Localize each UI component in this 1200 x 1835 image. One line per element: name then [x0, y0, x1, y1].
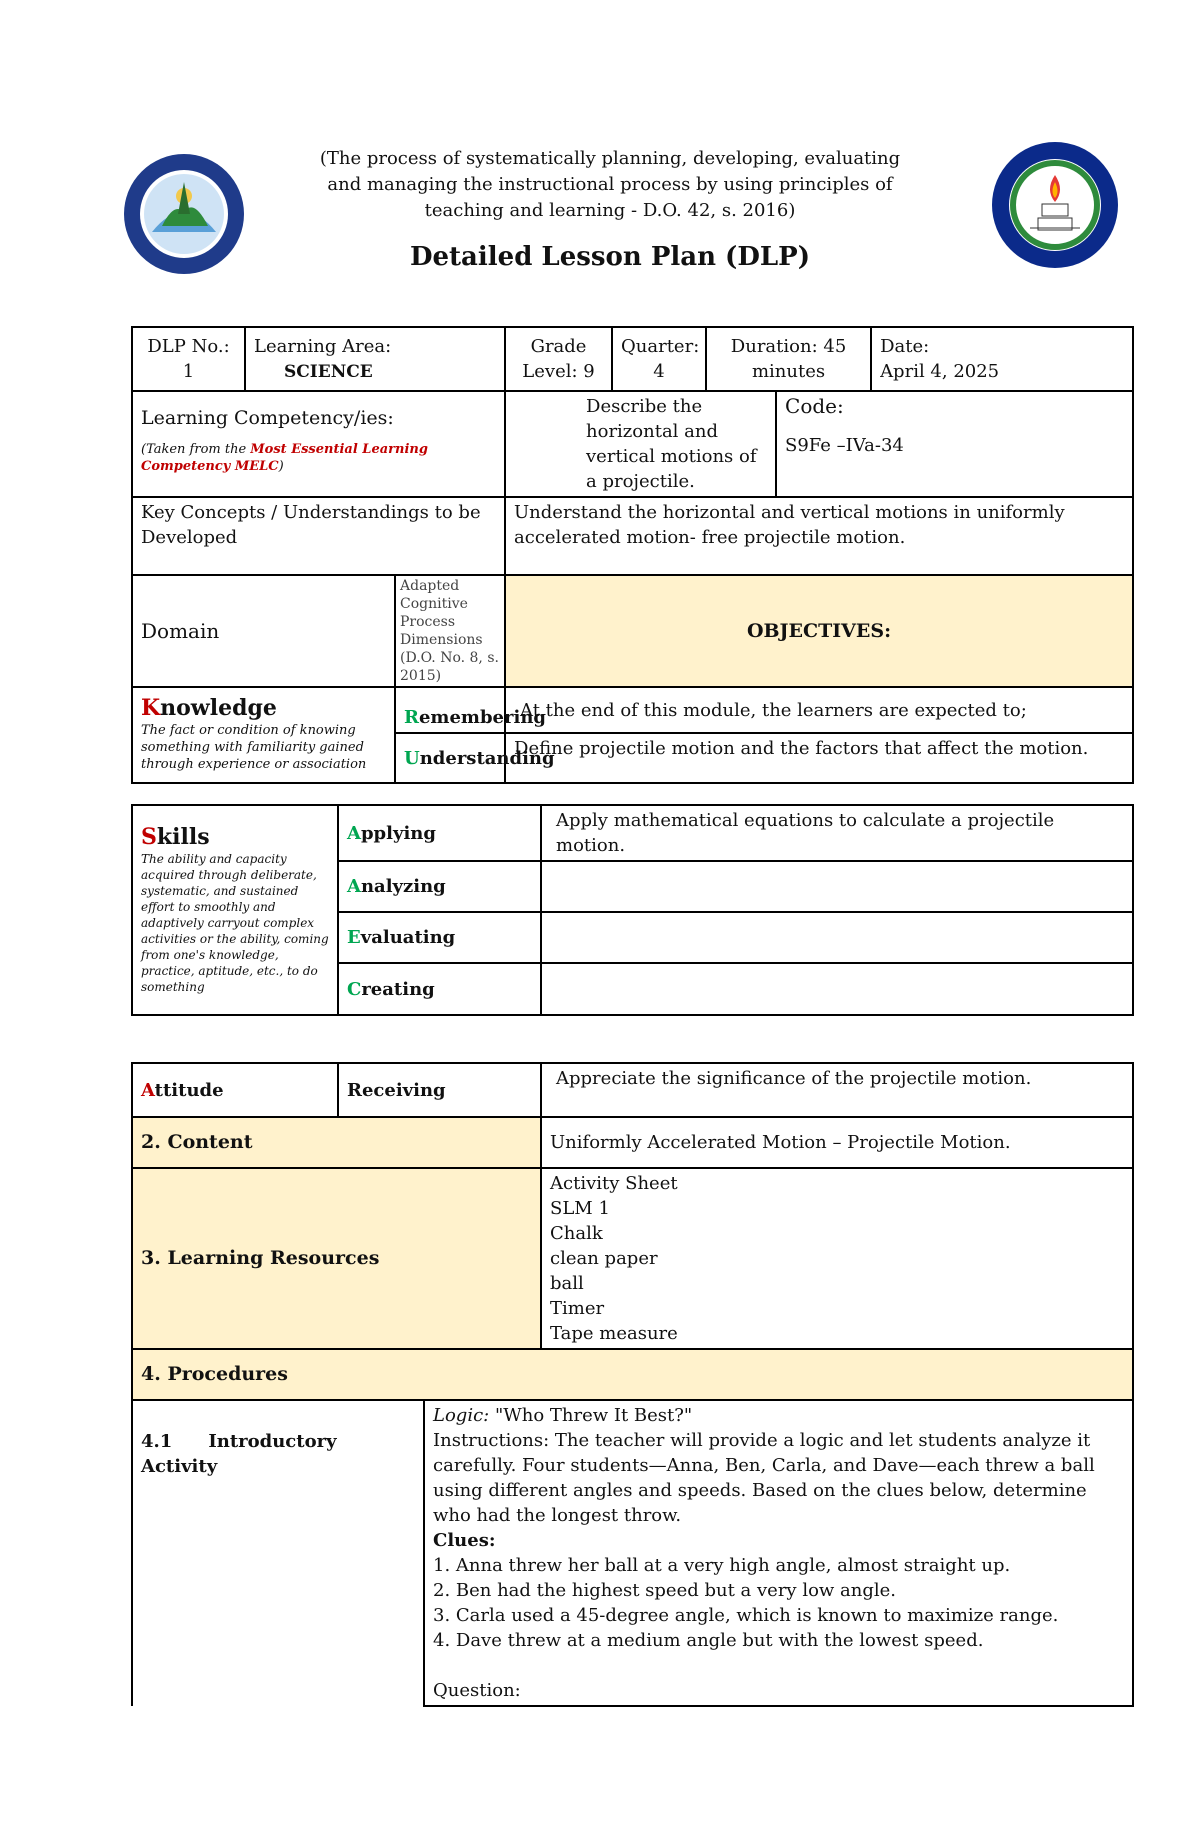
objectives-header-cell	[505, 575, 1133, 687]
competency-text-cell	[505, 391, 776, 497]
skills-heading	[141, 825, 329, 851]
analyzing-first: A	[347, 876, 361, 897]
logic-label: Logic:	[433, 1405, 490, 1426]
clue-item: 2. Ben had the highest speed but a very low angle.	[433, 1580, 897, 1601]
receiving-label: Receiving	[347, 1079, 446, 1101]
content-text-cell	[541, 1117, 1133, 1168]
attitude-cell	[132, 1063, 338, 1117]
content-label-cell	[132, 1117, 541, 1168]
clue-item: 3. Carla used a 45-degree angle, which is known to maximize range.	[433, 1605, 1059, 1626]
procedures-label: 4. Procedures	[141, 1363, 288, 1385]
creating-text-cell	[541, 963, 1133, 1015]
understanding-text-cell	[505, 733, 1133, 783]
receiving-text-cell	[541, 1063, 1133, 1117]
duration-label: Duration: 45	[730, 336, 847, 357]
adapted-label: Adapted Cognitive Process Dimensions (D.O. No. 8, s. 2015)	[400, 578, 499, 684]
remembering-cell	[395, 687, 546, 733]
resources-label: 3. Learning Resources	[141, 1247, 380, 1269]
dlp-intro-text	[300, 146, 920, 224]
learning-area-cell	[245, 327, 505, 391]
knowledge-rest: nowledge	[160, 695, 277, 721]
division-seal-logo	[122, 152, 246, 276]
intro-activity-label	[141, 1429, 415, 1454]
domain-label: Domain	[141, 618, 220, 643]
intro-activity-label-cell	[132, 1400, 424, 1706]
remembering-text-cell	[505, 687, 1133, 733]
understanding-text: Define projectile motion and the factors that affect the motion.	[514, 738, 1089, 759]
code-label: Code:	[785, 394, 844, 418]
dlp-number-cell	[132, 327, 245, 391]
instructions-text: Instructions: The teacher will provide a logic and let students analyze it carefully. Four students—Anna, Ben, Carla, and Dave—each threw a ball using different angles and speeds. Based on the clues below, determine who had the longest throw.	[433, 1430, 1095, 1526]
clue-item: 4. Dave threw at a medium angle but with the lowest speed.	[433, 1630, 984, 1651]
competency-text: Describe the horizontal and vertical motions of a projectile.	[586, 396, 757, 492]
evaluating-cell	[338, 912, 541, 963]
clue-item: 1. Anna threw her ball at a very high angle, almost straight up.	[433, 1555, 1011, 1576]
resources-list-cell	[541, 1168, 1133, 1349]
code-value: S9Fe –IVa-34	[785, 435, 904, 456]
applying-text-cell	[541, 805, 1133, 861]
resource-item: SLM 1	[550, 1198, 610, 1219]
duration-value: minutes	[751, 361, 826, 382]
creating-rest: reating	[361, 978, 435, 1000]
evaluating-first: E	[347, 927, 361, 948]
receiving-text: Appreciate the significance of the projectile motion.	[556, 1068, 1032, 1089]
domain-label-cell	[132, 575, 395, 687]
clues-label: Clues:	[433, 1530, 496, 1551]
logic-title: "Who Threw It Best?"	[489, 1405, 693, 1426]
analyzing-rest: nalyzing	[360, 876, 446, 897]
applying-rest: pplying	[360, 822, 436, 844]
content-text: Uniformly Accelerated Motion – Projectile Motion.	[550, 1132, 1011, 1153]
dlp-number-label: DLP No.:	[147, 336, 230, 357]
resource-item: clean paper	[550, 1248, 658, 1269]
intro-activity-content-cell	[424, 1400, 1133, 1706]
objectives-label: OBJECTIVES:	[746, 619, 892, 642]
remembering-text: At the end of this module, the learners are expected to;	[520, 699, 1027, 721]
knowledge-cell	[132, 687, 395, 783]
note-red: Most Essential Learning Competency MELC	[141, 442, 428, 474]
intro-activity-text2: Activity	[141, 1456, 218, 1477]
grade-level-cell	[505, 327, 612, 391]
intro-line: (The process of systematically planning, developing, evaluating	[319, 148, 901, 169]
understanding-cell	[395, 733, 555, 783]
intro-line: and managing the instructional process by using principles of	[327, 174, 893, 195]
adapted-label-cell	[395, 575, 505, 687]
resource-item: Chalk	[550, 1223, 603, 1244]
quarter-value: 4	[653, 361, 665, 382]
intro-activity-num: 4.1	[141, 1431, 173, 1452]
receiving-cell	[338, 1063, 541, 1117]
evaluating-rest: valuating	[360, 927, 456, 948]
understanding-first: U	[404, 747, 420, 769]
resource-item: ball	[550, 1273, 584, 1294]
lesson-info-table	[131, 326, 1134, 784]
creating-cell	[338, 963, 541, 1015]
applying-cell	[338, 805, 541, 861]
key-concepts-text: Understand the horizontal and vertical motions in uniformly accelerated motion- free projectile motion.	[514, 502, 1065, 548]
note-suffix: )	[278, 459, 284, 474]
duration-cell	[706, 327, 871, 391]
intro-line: teaching and learning - D.O. 42, s. 2016)	[424, 200, 796, 221]
resources-label-cell	[132, 1168, 541, 1349]
knowledge-desc: The fact or condition of knowing something with familiarity gained through experience or association	[141, 723, 367, 772]
grade-level-label: Grade	[530, 336, 587, 357]
learning-area-value: SCIENCE	[284, 361, 373, 382]
grade-level-value: Level: 9	[522, 361, 595, 382]
analyzing-cell	[338, 861, 541, 912]
attitude-first: A	[141, 1079, 155, 1101]
analyzing-text-cell	[541, 861, 1133, 912]
dlp-number-value: 1	[182, 361, 195, 382]
procedures-header-cell	[132, 1349, 1133, 1400]
school-seal-logo	[990, 140, 1120, 270]
understanding-rest: nderstanding	[419, 747, 555, 769]
quarter-cell	[612, 327, 706, 391]
resource-item: Tape measure	[550, 1323, 678, 1344]
attitude-procedures-table	[131, 1062, 1134, 1707]
attitude-rest: ttitude	[154, 1079, 224, 1101]
resource-item: Activity Sheet	[550, 1173, 678, 1194]
note-prefix: (Taken from the	[141, 442, 251, 457]
skills-table	[131, 804, 1134, 1016]
intro-activity-text: Introductory	[208, 1431, 337, 1452]
knowledge-first-letter: K	[141, 695, 161, 721]
resource-item: Timer	[550, 1298, 605, 1319]
remembering-first: R	[404, 707, 419, 728]
competency-label: Learning Competency/ies:	[141, 407, 394, 429]
competency-label-cell	[132, 391, 505, 497]
creating-first: C	[347, 978, 362, 1000]
question-label: Question:	[433, 1680, 521, 1701]
key-concepts-label-cell	[132, 497, 505, 575]
skills-first-letter: S	[141, 824, 157, 850]
evaluating-text-cell	[541, 912, 1133, 963]
content-label: 2. Content	[141, 1131, 253, 1153]
applying-text: Apply mathematical equations to calculate a projectile motion.	[556, 810, 1055, 856]
date-value: April 4, 2025	[880, 361, 1000, 382]
key-concepts-text-cell	[505, 497, 1133, 575]
page-title: Detailed Lesson Plan (DLP)	[409, 242, 811, 272]
logic-line	[433, 1403, 1124, 1428]
competency-note	[141, 441, 496, 475]
knowledge-heading	[141, 696, 386, 722]
skills-desc: The ability and capacity acquired through deliberate, systematic, and sustained effort to smoothly and adaptively carryout complex activities or the ability, coming from one's knowledge, practice, aptitude, etc., to do something	[141, 852, 329, 994]
skills-rest: kills	[156, 824, 210, 850]
quarter-label: Quarter:	[621, 336, 700, 357]
key-concepts-label: Key Concepts / Understandings to be Developed	[141, 502, 481, 548]
date-label: Date:	[880, 336, 930, 357]
date-cell	[871, 327, 1133, 391]
learning-area-label: Learning Area:	[254, 335, 392, 357]
skills-cell	[132, 805, 338, 1015]
applying-first: A	[347, 822, 361, 844]
remembering-rest: emembering	[418, 707, 546, 728]
code-cell	[776, 391, 1133, 497]
